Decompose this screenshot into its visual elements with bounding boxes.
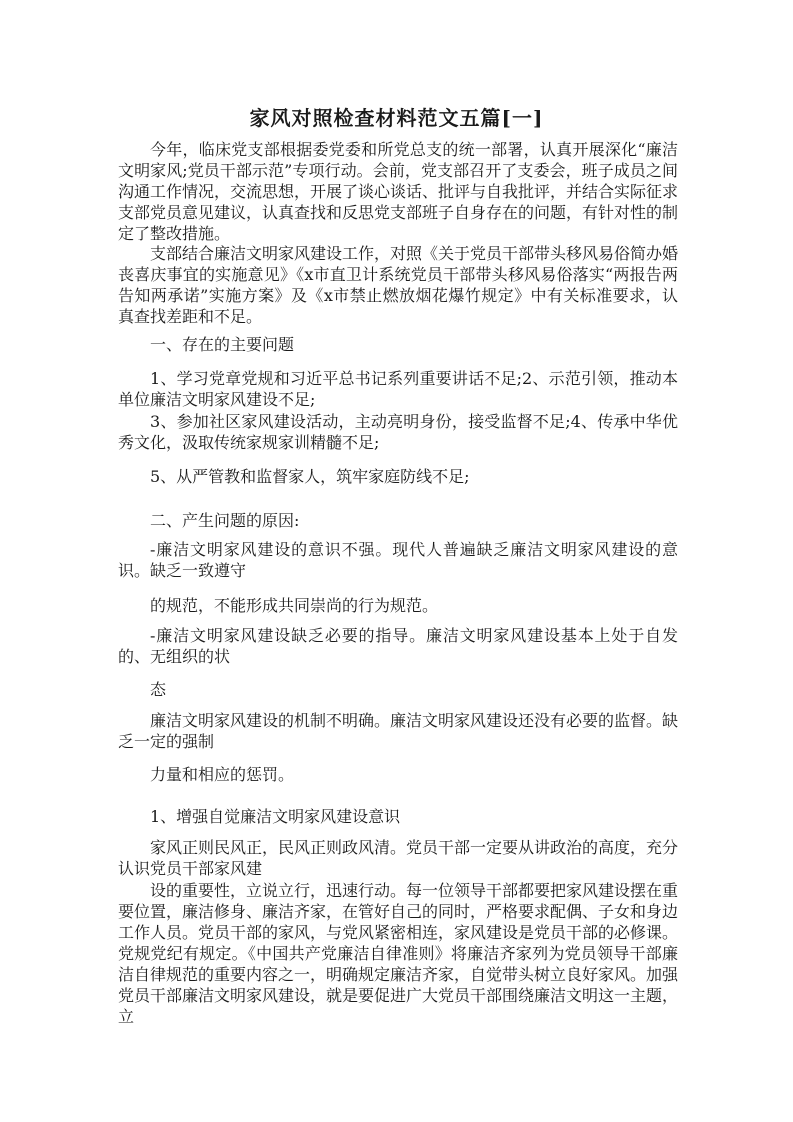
section-heading-problems: 一、存在的主要问题 xyxy=(150,335,295,354)
cause-mechanism: 廉洁文明家风建设的机制不明确。廉洁文明家风建设还没有必要的监督。缺乏一定的强制 xyxy=(118,711,679,751)
measure-heading-1: 1、增强自觉廉洁文明家风建设意识 xyxy=(150,807,401,826)
cause-guidance-continued: 态 xyxy=(150,680,167,699)
paragraph-basis: 支部结合廉洁文明家风建设工作，对照《关于党员干部带头移风易俗简办婚丧喜庆事宜的实施意见》《x市直卫计系统党员干部带头移风易俗落实“两报告两告知两承诺”实施方案》及《x市禁止燃放烟花爆竹规定》中有关标准要求，认真查找差距和不足。 xyxy=(118,244,679,326)
cause-awareness: -廉洁文明家风建设的意识不强。现代人普遍缺乏廉洁文明家风建设的意识。缺乏一致遵守 xyxy=(118,540,678,580)
section-heading-causes: 二、产生问题的原因: xyxy=(150,511,300,530)
cause-awareness-continued: 的规范，不能形成共同崇尚的行为规范。 xyxy=(150,596,439,615)
problem-item-5: 5、从严管教和监督家人，筑牢家庭防线不足; xyxy=(150,467,470,486)
measure-paragraph-body: 设的重要性，立说立行，迅速行动。每一位领导干部都要把家风建设摆在重要位置，廉洁修身、廉洁齐家，在管好自己的同时，严格要求配偶、子女和身边工作人员。党员干部的家风，与党风紧密相连，家风建设是党员干部的必修课。党规党纪有规定。《中国共产党廉洁自律准则》将廉洁齐家列为党员领导干部廉洁自律规范的重要内容之一，明确规定廉洁齐家，自觉带头树立良好家风。加强党员干部廉洁文明家风建设，就是要促进广大党员干部围绕廉洁文明这一主题，立 xyxy=(118,881,679,1026)
document-title: 家风对照检查材料范文五篇[一] xyxy=(249,106,544,130)
paragraph-intro: 今年，临床党支部根据委党委和所党总支的统一部署，认真开展深化“廉洁文明家风;党员干部示范”专项行动。会前，党支部召开了支委会，班子成员之间沟通工作情况，交流思想，开展了谈心谈话、批评与自我批评，并结合实际征求支部党员意见建议，认真查找和反思党支部班子自身存在的问题，有针对性的制定了整改措施。 xyxy=(118,140,679,243)
cause-mechanism-continued: 力量和相应的惩罚。 xyxy=(150,765,295,784)
problem-items-3-4: 3、参加社区家风建设活动，主动亮明身份，接受监督不足;4、传承中华优秀文化，汲取传统家规家训精髓不足; xyxy=(118,412,678,452)
problem-items-1-2: 1、学习党章党规和习近平总书记系列重要讲话不足;2、示范引领，推动本单位廉洁文明家风建设不足; xyxy=(118,369,678,409)
measure-paragraph-intro: 家风正则民风正，民风正则政风清。党员干部一定要从讲政治的高度，充分认识党员干部家风建 xyxy=(118,838,679,878)
cause-guidance: -廉洁文明家风建设缺乏必要的指导。廉洁文明家风建设基本上处于自发的、无组织的状 xyxy=(118,626,678,666)
